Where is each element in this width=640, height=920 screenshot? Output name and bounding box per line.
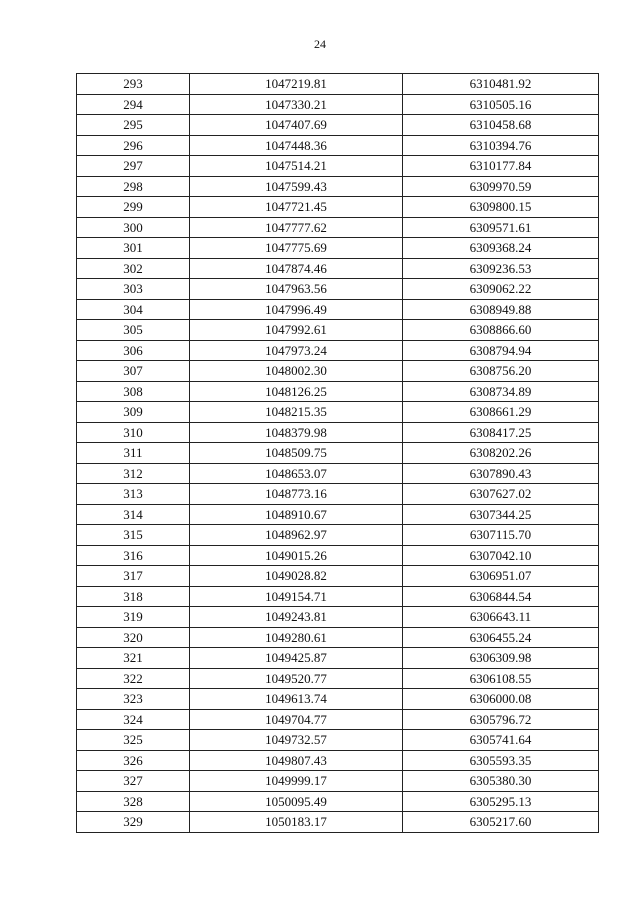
table-row <box>77 361 599 382</box>
table-row <box>77 525 599 546</box>
point-number-cell: 309 <box>77 402 190 423</box>
y-coordinate-cell: 6305295.13 <box>403 791 599 812</box>
x-coordinate-cell: 1049704.77 <box>190 709 403 730</box>
table-row <box>77 709 599 730</box>
table-row <box>77 402 599 423</box>
table-row <box>77 566 599 587</box>
x-coordinate-cell: 1047514.21 <box>190 156 403 177</box>
y-coordinate-cell: 6310481.92 <box>403 74 599 95</box>
table-row <box>77 381 599 402</box>
x-coordinate-cell: 1048962.97 <box>190 525 403 546</box>
y-coordinate-cell: 6309970.59 <box>403 176 599 197</box>
table-row <box>77 279 599 300</box>
y-coordinate-cell: 6305593.35 <box>403 750 599 771</box>
y-coordinate-cell: 6305741.64 <box>403 730 599 751</box>
x-coordinate-cell: 1047996.49 <box>190 299 403 320</box>
x-coordinate-cell: 1047777.62 <box>190 217 403 238</box>
y-coordinate-cell: 6307115.70 <box>403 525 599 546</box>
x-coordinate-cell: 1047992.61 <box>190 320 403 341</box>
coordinates-table-body <box>77 74 599 833</box>
x-coordinate-cell: 1049999.17 <box>190 771 403 792</box>
y-coordinate-cell: 6309062.22 <box>403 279 599 300</box>
table-row <box>77 730 599 751</box>
point-number-cell: 318 <box>77 586 190 607</box>
y-coordinate-cell: 6308734.89 <box>403 381 599 402</box>
x-coordinate-cell: 1048002.30 <box>190 361 403 382</box>
point-number-cell: 320 <box>77 627 190 648</box>
point-number-cell: 322 <box>77 668 190 689</box>
table-row <box>77 791 599 812</box>
y-coordinate-cell: 6308866.60 <box>403 320 599 341</box>
y-coordinate-cell: 6307344.25 <box>403 504 599 525</box>
point-number-cell: 308 <box>77 381 190 402</box>
table-row <box>77 74 599 95</box>
table-row <box>77 197 599 218</box>
point-number-cell: 294 <box>77 94 190 115</box>
table-row <box>77 115 599 136</box>
table-row <box>77 463 599 484</box>
y-coordinate-cell: 6307890.43 <box>403 463 599 484</box>
table-row <box>77 545 599 566</box>
point-number-cell: 297 <box>77 156 190 177</box>
page-number: 24 <box>314 37 326 51</box>
table-row <box>77 320 599 341</box>
table-row <box>77 176 599 197</box>
y-coordinate-cell: 6306643.11 <box>403 607 599 628</box>
table-row <box>77 689 599 710</box>
y-coordinate-cell: 6309571.61 <box>403 217 599 238</box>
x-coordinate-cell: 1047330.21 <box>190 94 403 115</box>
y-coordinate-cell: 6306108.55 <box>403 668 599 689</box>
x-coordinate-cell: 1048126.25 <box>190 381 403 402</box>
point-number-cell: 311 <box>77 443 190 464</box>
point-number-cell: 310 <box>77 422 190 443</box>
point-number-cell: 306 <box>77 340 190 361</box>
table-row <box>77 586 599 607</box>
x-coordinate-cell: 1049015.26 <box>190 545 403 566</box>
x-coordinate-cell: 1048653.07 <box>190 463 403 484</box>
y-coordinate-cell: 6307042.10 <box>403 545 599 566</box>
table-row <box>77 668 599 689</box>
table-row <box>77 217 599 238</box>
table-row <box>77 812 599 833</box>
x-coordinate-cell: 1049807.43 <box>190 750 403 771</box>
y-coordinate-cell: 6309236.53 <box>403 258 599 279</box>
x-coordinate-cell: 1049243.81 <box>190 607 403 628</box>
y-coordinate-cell: 6307627.02 <box>403 484 599 505</box>
x-coordinate-cell: 1047775.69 <box>190 238 403 259</box>
x-coordinate-cell: 1049613.74 <box>190 689 403 710</box>
y-coordinate-cell: 6308794.94 <box>403 340 599 361</box>
x-coordinate-cell: 1049520.77 <box>190 668 403 689</box>
point-number-cell: 312 <box>77 463 190 484</box>
point-number-cell: 305 <box>77 320 190 341</box>
point-number-cell: 328 <box>77 791 190 812</box>
table-row <box>77 771 599 792</box>
y-coordinate-cell: 6310394.76 <box>403 135 599 156</box>
y-coordinate-cell: 6306455.24 <box>403 627 599 648</box>
x-coordinate-cell: 1050183.17 <box>190 812 403 833</box>
x-coordinate-cell: 1047219.81 <box>190 74 403 95</box>
y-coordinate-cell: 6306844.54 <box>403 586 599 607</box>
point-number-cell: 327 <box>77 771 190 792</box>
point-number-cell: 329 <box>77 812 190 833</box>
point-number-cell: 307 <box>77 361 190 382</box>
point-number-cell: 304 <box>77 299 190 320</box>
x-coordinate-cell: 1048509.75 <box>190 443 403 464</box>
x-coordinate-cell: 1049154.71 <box>190 586 403 607</box>
y-coordinate-cell: 6308202.26 <box>403 443 599 464</box>
point-number-cell: 325 <box>77 730 190 751</box>
table-row <box>77 504 599 525</box>
point-number-cell: 313 <box>77 484 190 505</box>
x-coordinate-cell: 1047721.45 <box>190 197 403 218</box>
table-row <box>77 627 599 648</box>
y-coordinate-cell: 6306000.08 <box>403 689 599 710</box>
point-number-cell: 317 <box>77 566 190 587</box>
table-row <box>77 238 599 259</box>
x-coordinate-cell: 1047599.43 <box>190 176 403 197</box>
y-coordinate-cell: 6310505.16 <box>403 94 599 115</box>
point-number-cell: 303 <box>77 279 190 300</box>
y-coordinate-cell: 6305217.60 <box>403 812 599 833</box>
y-coordinate-cell: 6306951.07 <box>403 566 599 587</box>
y-coordinate-cell: 6310458.68 <box>403 115 599 136</box>
table-row <box>77 422 599 443</box>
x-coordinate-cell: 1049425.87 <box>190 648 403 669</box>
point-number-cell: 293 <box>77 74 190 95</box>
x-coordinate-cell: 1047973.24 <box>190 340 403 361</box>
coordinates-table <box>76 73 599 833</box>
point-number-cell: 314 <box>77 504 190 525</box>
y-coordinate-cell: 6308417.25 <box>403 422 599 443</box>
point-number-cell: 299 <box>77 197 190 218</box>
table-row <box>77 340 599 361</box>
point-number-cell: 296 <box>77 135 190 156</box>
x-coordinate-cell: 1049732.57 <box>190 730 403 751</box>
x-coordinate-cell: 1049280.61 <box>190 627 403 648</box>
x-coordinate-cell: 1047874.46 <box>190 258 403 279</box>
x-coordinate-cell: 1047963.56 <box>190 279 403 300</box>
y-coordinate-cell: 6309368.24 <box>403 238 599 259</box>
y-coordinate-cell: 6308949.88 <box>403 299 599 320</box>
point-number-cell: 321 <box>77 648 190 669</box>
table-row <box>77 443 599 464</box>
point-number-cell: 319 <box>77 607 190 628</box>
y-coordinate-cell: 6309800.15 <box>403 197 599 218</box>
point-number-cell: 324 <box>77 709 190 730</box>
point-number-cell: 302 <box>77 258 190 279</box>
table-row <box>77 299 599 320</box>
x-coordinate-cell: 1050095.49 <box>190 791 403 812</box>
x-coordinate-cell: 1047448.36 <box>190 135 403 156</box>
table-row <box>77 607 599 628</box>
point-number-cell: 315 <box>77 525 190 546</box>
y-coordinate-cell: 6308661.29 <box>403 402 599 423</box>
y-coordinate-cell: 6308756.20 <box>403 361 599 382</box>
x-coordinate-cell: 1048215.35 <box>190 402 403 423</box>
x-coordinate-cell: 1049028.82 <box>190 566 403 587</box>
point-number-cell: 301 <box>77 238 190 259</box>
table-row <box>77 258 599 279</box>
x-coordinate-cell: 1048773.16 <box>190 484 403 505</box>
y-coordinate-cell: 6305380.30 <box>403 771 599 792</box>
point-number-cell: 326 <box>77 750 190 771</box>
table-row <box>77 94 599 115</box>
table-row <box>77 135 599 156</box>
y-coordinate-cell: 6305796.72 <box>403 709 599 730</box>
point-number-cell: 323 <box>77 689 190 710</box>
table-row <box>77 484 599 505</box>
x-coordinate-cell: 1048910.67 <box>190 504 403 525</box>
table-row <box>77 156 599 177</box>
point-number-cell: 300 <box>77 217 190 238</box>
point-number-cell: 295 <box>77 115 190 136</box>
table-row <box>77 648 599 669</box>
x-coordinate-cell: 1047407.69 <box>190 115 403 136</box>
y-coordinate-cell: 6306309.98 <box>403 648 599 669</box>
point-number-cell: 298 <box>77 176 190 197</box>
y-coordinate-cell: 6310177.84 <box>403 156 599 177</box>
table-row <box>77 750 599 771</box>
x-coordinate-cell: 1048379.98 <box>190 422 403 443</box>
point-number-cell: 316 <box>77 545 190 566</box>
